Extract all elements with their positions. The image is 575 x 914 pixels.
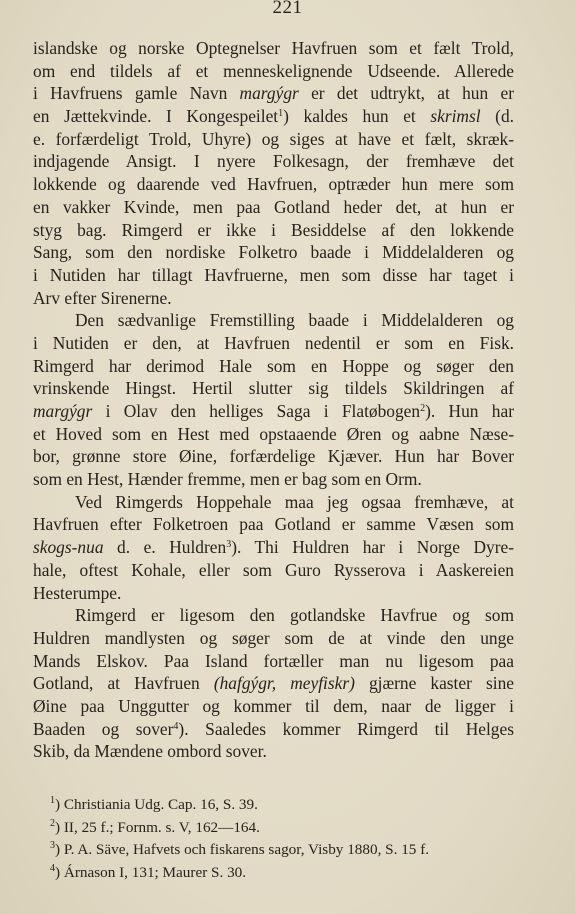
text-line: Arv efter Sirenerne.	[33, 287, 172, 308]
footnote: $^1$) Christiania Udg. Cap. 16, S. 39.	[50, 795, 258, 813]
text-line: margýgr i Olav den helliges Saga i Flatøbogen$^2$). Hun har	[33, 401, 514, 421]
text-line: vrinskende Hingst. Hertil slutter sig tildels Skildringen af	[33, 378, 514, 399]
text-line: Rimgerd har derimod Hale som en Hoppe og søger den	[33, 355, 514, 376]
text-line: i Havfruens gamle Navn margýgr er det udtrykt, at hun er	[33, 83, 514, 104]
text-line: Den sædvanlige Fremstilling baade i Middelalderen og	[75, 310, 514, 331]
text-line: i Nutiden har tillagt Havfruerne, men som disse har taget i	[33, 264, 514, 285]
text-line: Mands Elskov. Paa Island fortæller man nu ligesom paa	[33, 650, 514, 671]
text-line: Huldren mandlysten og søger som de at vinde den unge	[33, 627, 514, 648]
page-number: 221	[272, 0, 303, 18]
text-line: lokkende og daarende ved Havfruen, optræder hun mere som	[33, 174, 514, 195]
text-line: Havfruen efter Folketroen paa Gotland er samme Væsen som	[33, 514, 514, 535]
text-line: Rimgerd er ligesom den gotlandske Havfrue og som	[75, 605, 514, 626]
text-line: Sang, som den nordiske Folketro baade i Middelalderen og	[33, 242, 514, 263]
footnotes	[50, 794, 520, 884]
body-text	[33, 37, 514, 763]
text-line: Øine paa Unggutter og kommer til dem, naar de ligger i	[33, 695, 514, 716]
footnote: $^3$) P. A. Säve, Hafvets och fiskarens sagor, Visby 1880, S. 15 f.	[50, 840, 430, 859]
text-line: et Hoved som en Hest med opstaaende Øren og aabne Næse-	[33, 423, 514, 444]
text-line: Skib, da Mændene ombord sover.	[33, 741, 267, 762]
text-line: e. forfærdeligt Trold, Uhyre) og siges at have et fælt, skræk-	[33, 128, 514, 149]
text-line: skogs-nua d. e. Huldren$^3$). Thi Huldren har i Norge Dyre-	[33, 537, 514, 558]
footnote: $^4$) Árnason I, 131; Maurer S. 30.	[50, 862, 247, 881]
text-line: hale, oftest Kohale, eller som Guro Rysserova i Aaskereien	[33, 559, 514, 580]
text-line: Gotland, at Havfruen (hafgýgr, meyfiskr) gjærne kaster sine	[33, 673, 514, 694]
text-line: Hesterumpe.	[33, 582, 122, 603]
text-line: indjagende Ansigt. I nyere Folkesagn, der fremhæve det	[33, 151, 514, 172]
footnote: $^2$) II, 25 f.; Fornm. s. V, 162—164.	[50, 817, 260, 836]
text-line: i Nutiden er den, at Havfruen nedentil er som en Fisk.	[33, 332, 514, 353]
text-line: en Jættekvinde. I Kongespeilet$^1$) kaldes hun et skrimsl (d.	[33, 106, 514, 127]
text-line: styg bag. Rimgerd er ikke i Besiddelse af den lokkende	[33, 219, 514, 240]
text-line: om end tildels af et menneskelignende Udseende. Allerede	[33, 60, 514, 81]
text-line: Ved Rimgerds Hoppehale maa jeg ogsaa fremhæve, at	[75, 491, 514, 512]
text-line: bor, grønne store Øine, forfærdelige Kjæver. Hun har Bover	[33, 446, 514, 467]
text-line: en vakker Kvinde, men paa Gotland heder det, at hun er	[33, 196, 514, 217]
text-line: Baaden og sover$^4$). Saaledes kommer Rimgerd til Helges	[33, 718, 514, 739]
text-line: som en Hest, Hænder fremme, men er bag som en Orm.	[33, 469, 422, 490]
text-line: islandske og norske Optegnelser Havfruen som et fælt Trold,	[33, 38, 514, 58]
